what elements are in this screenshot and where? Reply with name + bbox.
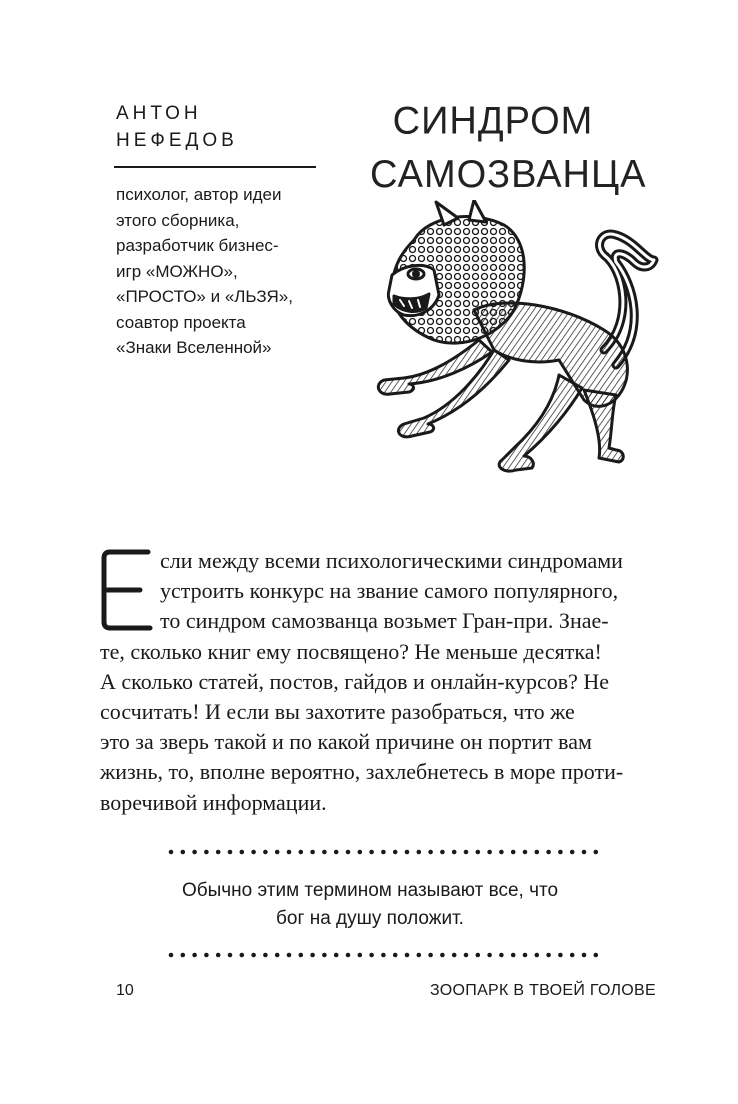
bio-line: этого сборника, [116, 210, 240, 230]
callout-bottom-divider [168, 950, 600, 960]
divider-dot [381, 953, 386, 958]
divider-dot [181, 953, 186, 958]
heraldic-lion-icon [354, 200, 674, 480]
divider-dot [358, 850, 363, 855]
running-title: ЗООПАРК В ТВОЕЙ ГОЛОВЕ [430, 982, 656, 999]
divider-dot [476, 953, 481, 958]
divider-dot [405, 850, 410, 855]
divider-dot [263, 953, 268, 958]
divider-dot [428, 850, 433, 855]
divider-dot [546, 850, 551, 855]
divider-dot [405, 953, 410, 958]
divider-dot [228, 850, 233, 855]
divider-dot [346, 953, 351, 958]
divider-dot [251, 850, 256, 855]
divider-dot [499, 953, 504, 958]
article-line: А сколько статей, постов, гайдов и онлайн-курсов? Не [100, 668, 610, 694]
divider-dot [393, 953, 398, 958]
divider-dot [594, 850, 599, 855]
divider-dot [417, 953, 422, 958]
divider-dot [535, 953, 540, 958]
article-line: это за зверь такой и по какой причине он портит вам [100, 729, 592, 755]
divider-dot [240, 850, 245, 855]
divider-dot [204, 850, 209, 855]
divider-dot [523, 953, 528, 958]
bio-line: соавтор проекта [116, 312, 246, 332]
divider-dot [240, 953, 245, 958]
divider-dot [476, 850, 481, 855]
divider-dot [299, 850, 304, 855]
article-body [100, 546, 660, 818]
divider-dot [322, 953, 327, 958]
bio-line: игр «МОЖНО», [116, 261, 238, 281]
divider-dot [487, 953, 492, 958]
divider-dot [428, 953, 433, 958]
bio-line: психолог, автор идеи [116, 185, 282, 204]
chapter-title-line1: СИНДРОМ [392, 100, 594, 143]
divider-dot [369, 953, 374, 958]
divider-dot [499, 850, 504, 855]
callout-quote [150, 877, 590, 933]
callout-line1: Обычно этим термином называют все, что [181, 880, 559, 901]
divider-dot [558, 850, 563, 855]
author-bio [116, 182, 321, 361]
article-line: сли между всеми психологическими синдромами [160, 548, 623, 573]
divider-dot [440, 850, 445, 855]
divider-dot [204, 953, 209, 958]
article-line: жизнь, то, вполне вероятно, захлебнетесь в море проти- [100, 759, 624, 785]
divider-dot [582, 953, 587, 958]
divider-dot [358, 953, 363, 958]
divider-dot [251, 953, 256, 958]
divider-dot [487, 850, 492, 855]
divider-dot [334, 850, 339, 855]
divider-dot [169, 850, 174, 855]
author-name [116, 100, 238, 154]
divider-dot [535, 850, 540, 855]
divider-dot [558, 953, 563, 958]
divider-dot [381, 850, 386, 855]
divider-dot [523, 850, 528, 855]
divider-dot [192, 850, 197, 855]
divider-dot [546, 953, 551, 958]
page-number: 10 [116, 982, 134, 999]
divider-dot [322, 850, 327, 855]
divider-dot [310, 850, 315, 855]
divider-dot [582, 850, 587, 855]
bio-line: разработчик бизнес- [116, 236, 279, 255]
divider-dot [334, 953, 339, 958]
divider-dot [570, 850, 575, 855]
author-first-name: АНТОН [116, 103, 202, 124]
divider-dot [452, 953, 457, 958]
divider-dot [570, 953, 575, 958]
author-last-name: НЕФЕДОВ [116, 130, 238, 151]
divider-dot [440, 953, 445, 958]
divider-dot [181, 850, 186, 855]
divider-dot [346, 850, 351, 855]
divider-dot [287, 850, 292, 855]
divider-dot [216, 850, 221, 855]
chapter-title [370, 95, 647, 201]
divider-dot [452, 850, 457, 855]
article-line: воречивой информации. [100, 789, 327, 815]
divider-dot [299, 953, 304, 958]
divider-dot [169, 953, 174, 958]
article-line: сосчитать! И если вы захотите разобраться, что же [100, 699, 575, 725]
chapter-title-line2: САМОЗВАНЦА [370, 153, 647, 196]
divider-dot [417, 850, 422, 855]
divider-dot [464, 850, 469, 855]
callout-line2: бог на душу положит. [276, 908, 464, 929]
bio-line: «Знаки Вселенной» [116, 338, 272, 357]
divider-dot [216, 953, 221, 958]
article-line: то синдром самозванца возьмет Гран-при. Знае- [160, 608, 609, 634]
callout-top-divider [168, 847, 600, 857]
divider-dot [275, 953, 280, 958]
divider-dot [275, 850, 280, 855]
divider-dot [369, 850, 374, 855]
divider-dot [287, 953, 292, 958]
divider-dot [192, 953, 197, 958]
divider-dot [511, 953, 516, 958]
divider-dot [511, 850, 516, 855]
divider-dot [464, 953, 469, 958]
author-divider [114, 166, 316, 168]
divider-dot [228, 953, 233, 958]
bio-line: «ПРОСТО» и «ЛЬЗЯ», [116, 287, 293, 306]
divider-dot [594, 953, 599, 958]
divider-dot [310, 953, 315, 958]
divider-dot [263, 850, 268, 855]
divider-dot [393, 850, 398, 855]
article-line: устроить конкурс на звание самого популярного, [160, 578, 619, 604]
article-line: те, сколько книг ему посвящено? Не меньше десятка! [100, 638, 602, 664]
